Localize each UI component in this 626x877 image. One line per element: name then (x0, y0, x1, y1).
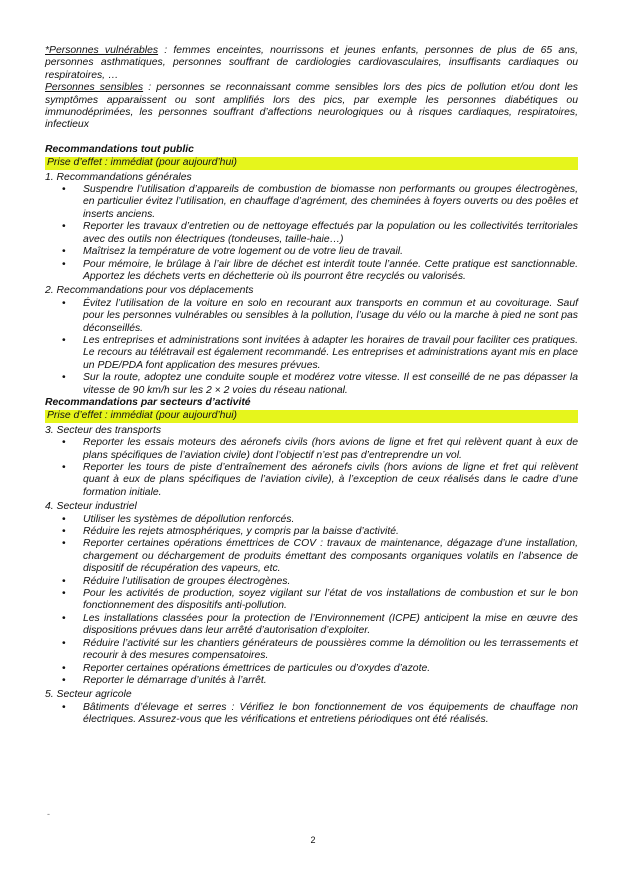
list-item: • Reporter les travaux d’entretien ou de nettoyage effectués par la population ou les collectivités territoriales avec des outils non électriques (tondeuses, taille-haie…) (62, 221, 578, 245)
list-item: • Suspendre l’utilisation d’appareils de combustion de biomasse non performants ou groupes électrogènes, en particulier évitez l’utilisation, en chauffage d’agrément, des cheminées à foyers ouverts ou des poêles et inserts anciens. (62, 184, 578, 220)
bullet-icon: • (62, 513, 66, 525)
bullet-icon: • (62, 674, 66, 686)
section-1-list (45, 184, 578, 283)
list-item: • Sur la route, adoptez une conduite souple et modérez votre vitesse. Il est conseillé de ne pas dépasser la vitesse de 90 km/h sur les 2 × 2 voies du réseau national. (62, 372, 578, 396)
list-item: • Reporter le démarrage d’unités à l’arrêt. (62, 674, 267, 686)
bullet-icon: • (62, 612, 66, 624)
list-item: • Reporter certaines opérations émettrices de particules ou d’oxydes d’azote. (62, 662, 431, 674)
section-4-title: 4. Secteur industriel (45, 501, 137, 513)
public-heading: Recommandations tout public (45, 143, 194, 155)
sensibles-definition (45, 82, 578, 132)
bullet-icon: • (62, 221, 66, 233)
list-item: • Utiliser les systèmes de dépollution renforcés. (62, 513, 295, 525)
bullet-icon: • (62, 334, 66, 346)
section-5-title: 5. Secteur agricole (45, 689, 132, 701)
section-3-title: 3. Secteur des transports (45, 424, 162, 436)
list-item: • Reporter les tours de piste d’entraînement des aéronefs civils (hors avions de ligne et fret qui relèvent quant à eux de plans spécifiques de l’aviation civile), à l’exception de ceux réalisés dans le cadre d’une formation initiale. (62, 462, 578, 498)
bullet-icon: • (62, 588, 66, 600)
list-item: • Reporter certaines opérations émettrices de COV : travaux de maintenance, dégazage d’une installation, chargement ou déchargement de produits émettant des composants organiques volatils en l’absence de dispositif de récupération des vapeurs, etc. (62, 538, 578, 575)
bullet-icon: • (62, 258, 66, 270)
bullet-icon: • (62, 246, 66, 258)
bullet-icon: • (62, 637, 66, 649)
bullet-icon: • (62, 437, 66, 449)
vulnerables-definition (45, 45, 578, 82)
sensibles-text: : personnes se reconnaissant comme sensibles lors des pics de pollution et/ou dont les symptômes apparaissent ou sont amplifiés lors des pics, par exemple les personnes diabétiques ou immunodéprimées, les personnes souffrant d’affections neurologiques ou à risques cardiaques, respiratoires, infectieux (45, 82, 578, 131)
footer-dash: - (47, 809, 50, 819)
bullet-icon: • (62, 526, 66, 538)
section-2-title: 2. Recommandations pour vos déplacements (45, 285, 254, 297)
bullet-icon: • (62, 184, 66, 196)
sensibles-label: Personnes sensibles (45, 82, 144, 94)
bullet-icon: • (62, 372, 66, 384)
list-item: • Réduire les rejets atmosphériques, y compris par la baisse d’activité. (62, 526, 399, 538)
section-2-list (45, 298, 578, 397)
bullet-icon: • (62, 462, 66, 473)
section-4-list (45, 514, 578, 688)
list-item: • Pour mémoire, le brûlage à l’air libre de déchet est interdit toute l’année. Cette pratique est sanctionnable. Apportez les déchets verts en déchetterie où ils pourront être recyclés ou valorisés. (62, 258, 578, 282)
vulnerables-text: : femmes enceintes, nourrissons et jeunes enfants, personnes de plus de 65 ans, personnes asthmatiques, personnes souffrant de cardiologies cardiovasculaires, insuffisants cardiaques ou respiratoires, … (45, 45, 578, 81)
section-5-list (45, 702, 578, 727)
section-3-list (45, 437, 578, 499)
bullet-icon: • (62, 575, 66, 587)
list-item: • Bâtiments d’élevage et serres : Vérifiez le bon fonctionnement de vos équipements de chauffage non électriques. Assurez-vous que les vérifications et entretiens périodiques ont été réalisés. (62, 701, 578, 726)
vulnerables-label: *Personnes vulnérables (45, 45, 159, 56)
bullet-icon: • (62, 538, 66, 550)
list-item: • Réduire l’activité sur les chantiers générateurs de poussières comme la démolition ou les terrassements et recourir à des mesures compensatoires. (62, 637, 578, 662)
secteurs-effect-highlight: Prise d’effet : immédiat (pour aujourd’hui) (45, 410, 578, 422)
list-item: • Les installations classées pour la protection de l’Environnement (ICPE) anticipent la mise en œuvre des dispositions prévues dans leur arrêté d’autorisation d’exploiter. (62, 612, 578, 637)
list-item: • Les entreprises et administrations sont invitées à adapter les horaires de travail pour faciliter ces pratiques. Le recours au télétravail est également recommandé. Les entreprises et administrations ayant mis en place un PDE/PDA font application des mesures prévues. (62, 334, 578, 371)
bullet-icon: • (62, 662, 66, 674)
bullet-icon: • (62, 701, 66, 713)
bullet-icon: • (62, 297, 66, 309)
list-item: • Pour les activités de production, soyez vigilant sur l’état de vos installations de combustion et sur le bon fonctionnement des dispositifs anti-pollution. (62, 588, 578, 612)
section-1-title: 1. Recommandations générales (45, 171, 192, 183)
list-item: • Maîtrisez la température de votre logement ou de votre lieu de travail. (62, 246, 403, 258)
public-effect-highlight: Prise d’effet : immédiat (pour aujourd’hui) (45, 157, 578, 169)
list-item: • Reporter les essais moteurs des aéronefs civils (hors avions de ligne et fret qui relèvent quant à eux de plans spécifiques de l’aviation civile) dont l’objectif n’est pas d’entreprendre un vol. (62, 437, 578, 461)
secteurs-heading: Recommandations par secteurs d’activité (45, 396, 251, 408)
list-item: • Réduire l’utilisation de groupes électrogènes. (62, 575, 291, 587)
list-item: • Évitez l’utilisation de la voiture en solo en recourant aux transports en commun et au covoiturage. Sauf pour les personnes vulnérables ou sensibles à la pollution, l’usage du vélo ou la marche à pied ne sont pas déconseillés. (62, 297, 578, 334)
page-number: 2 (310, 835, 316, 845)
